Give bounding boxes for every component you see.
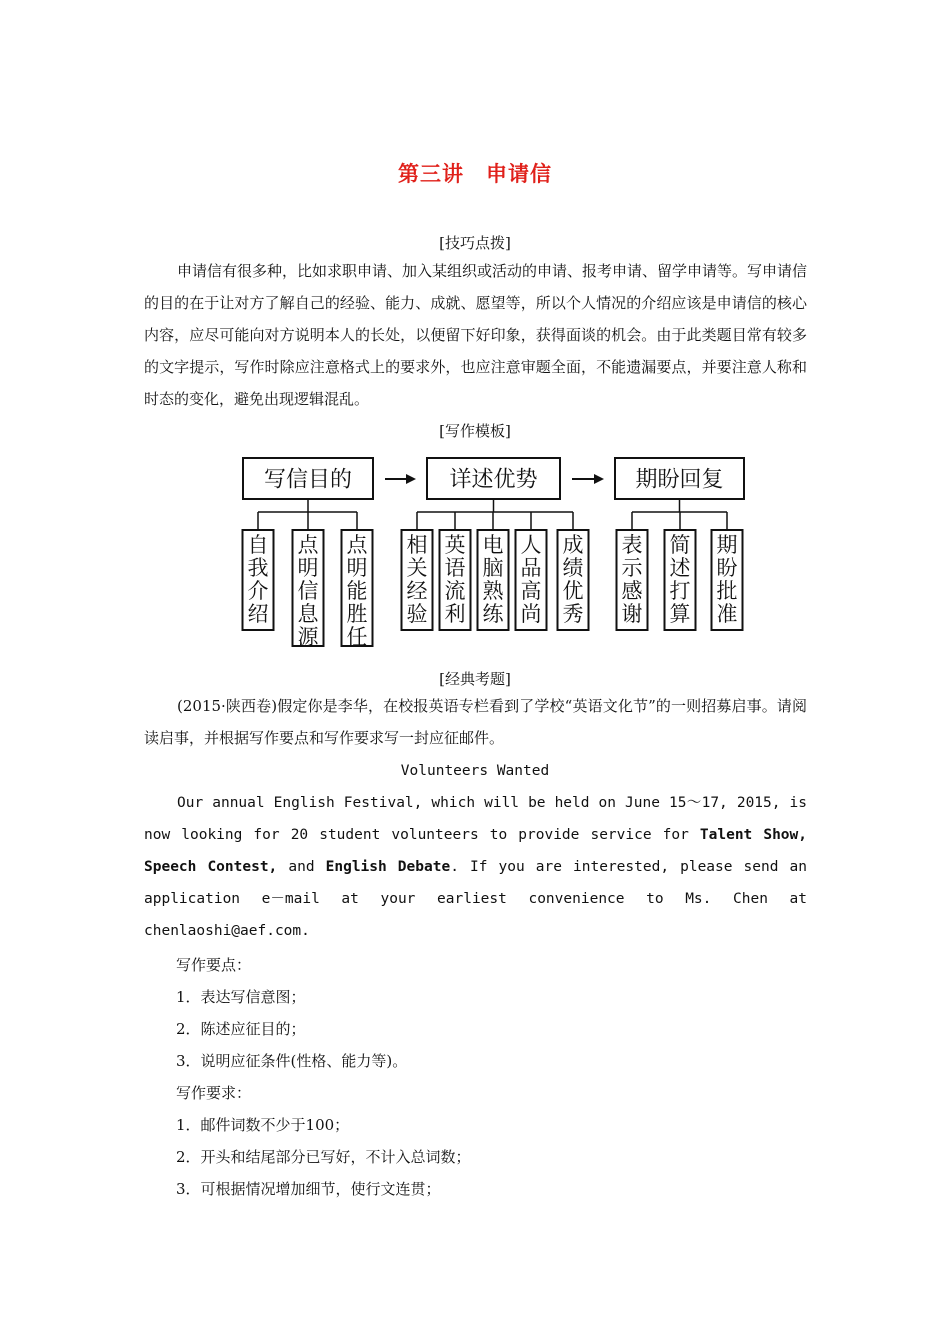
point-item: 1．表达写信意图；	[176, 988, 306, 1006]
points-heading: 写作要点：	[176, 956, 252, 974]
ad-title: Volunteers Wanted	[400, 763, 550, 779]
lesson-title: 第三讲 申请信	[398, 162, 552, 186]
template-detail-char: 关	[406, 556, 428, 580]
template-detail-char: 打	[669, 579, 691, 603]
template-detail-char: 相	[406, 533, 428, 557]
template-step-title: 期盼回复	[635, 467, 724, 493]
template-detail-char: 验	[406, 602, 428, 626]
arrow-head-icon	[594, 474, 604, 484]
tips-heading: [技巧点拨]	[439, 234, 511, 252]
ad-bold-english-debate: English Debate	[325, 859, 451, 875]
template-detail-char: 谢	[621, 602, 643, 626]
point-item: 2．陈述应征目的；	[176, 1020, 306, 1038]
template-detail-char: 示	[621, 556, 643, 580]
template-detail-char: 介	[247, 579, 269, 603]
point-item: 3．说明应征条件(性格、能力等)。	[176, 1052, 408, 1070]
template-detail-char: 人	[520, 533, 542, 557]
template-detail-char: 流	[444, 579, 466, 603]
template-detail-char: 批	[716, 579, 738, 603]
template-detail-char: 期	[716, 533, 738, 557]
ad-and: and	[277, 859, 326, 875]
template-detail-char: 信	[297, 579, 319, 603]
template-step-title: 写信目的	[263, 467, 353, 493]
template-detail-char: 熟	[482, 579, 504, 603]
template-detail-char: 述	[669, 556, 691, 580]
template-detail-char: 秀	[562, 602, 584, 626]
template-detail-char: 点	[346, 533, 368, 557]
arrow-head-icon	[406, 474, 416, 484]
exam-intro-paragraph	[144, 690, 807, 754]
template-detail-char: 点	[297, 533, 319, 557]
template-detail-char: 能	[346, 579, 368, 603]
reqs-heading: 写作要求：	[176, 1084, 252, 1102]
template-detail-char: 明	[297, 556, 319, 580]
req-item: 3．可根据情况增加细节，使行文连贯；	[176, 1180, 441, 1198]
template-heading: [写作模板]	[439, 422, 511, 440]
template-detail-char: 明	[346, 556, 368, 580]
template-detail-char: 优	[562, 579, 584, 603]
exam-heading: [经典考题]	[439, 670, 511, 688]
template-detail-char: 简	[669, 533, 691, 557]
ad-bold-speech-contest: Speech Contest,	[144, 859, 278, 875]
template-detail-char: 尚	[520, 602, 542, 626]
template-detail-char: 绍	[247, 602, 269, 626]
template-detail-char: 利	[444, 602, 466, 626]
req-item: 1．邮件词数不少于100；	[176, 1116, 350, 1134]
template-detail-char: 胜	[346, 602, 368, 626]
tips-text: 申请信有很多种，比如求职申请、加入某组织或活动的申请、报考申请、留学申请等。写申请信的目的在于让对方了解自己的经验、能力、成就、愿望等，所以个人情况的介绍应该是申请信的核心内容，应尽可能向对方说明本人的长处，以便留下好印象，获得面谈的机会。由于此类题目常有较多的文字提示，写作时除应注意格式上的要求外，也应注意审题全面，不能遗漏要点，并要注意人称和时态的变化，避免出现逻辑混乱。	[144, 262, 808, 408]
template-detail-char: 感	[621, 579, 643, 603]
template-detail-char: 脑	[482, 556, 504, 580]
template-detail-char: 经	[406, 579, 428, 603]
req-item: 2．开头和结尾部分已写好，不计入总词数；	[176, 1148, 471, 1166]
tips-paragraph	[144, 255, 807, 415]
template-detail-char: 盼	[716, 556, 738, 580]
template-detail-char: 息	[297, 602, 319, 626]
template-detail-char: 英	[444, 533, 466, 557]
exam-intro-text: (2015·陕西卷)假定你是李华，在校报英语专栏看到了学校“英语文化节”的一则招募启事。请阅读启事，并根据写作要点和写作要求写一封应征邮件。	[144, 697, 807, 747]
ad-body	[144, 787, 807, 947]
ad-bold-talent-show: Talent Show,	[699, 827, 808, 843]
template-detail-char: 练	[482, 602, 504, 626]
ad-text-part1: Our annual English Festival, which will be held on June 15～17, 2015, is now looking for 20 student volunteers to provide service for	[144, 795, 807, 843]
template-detail-char: 电	[482, 533, 504, 557]
template-detail-char: 品	[520, 556, 542, 580]
ad-text-part2: . If you are interested, please send an application e－mail at your earliest convenience to Ms. Chen at chenlaoshi@aef.com.	[144, 859, 808, 939]
template-detail-char: 自	[247, 533, 269, 557]
template-step-title: 详述优势	[449, 467, 538, 493]
template-detail-char: 成	[562, 533, 584, 557]
template-detail-char: 源	[297, 625, 319, 649]
writing-template-diagram	[0, 450, 950, 660]
template-detail-char: 语	[444, 556, 466, 580]
template-detail-char: 我	[247, 556, 269, 580]
template-detail-char: 准	[716, 602, 738, 626]
template-detail-char: 高	[520, 579, 542, 603]
template-detail-char: 表	[621, 533, 643, 557]
template-detail-char: 算	[669, 602, 691, 626]
template-detail-char: 绩	[562, 556, 584, 580]
template-detail-char: 任	[346, 625, 368, 649]
